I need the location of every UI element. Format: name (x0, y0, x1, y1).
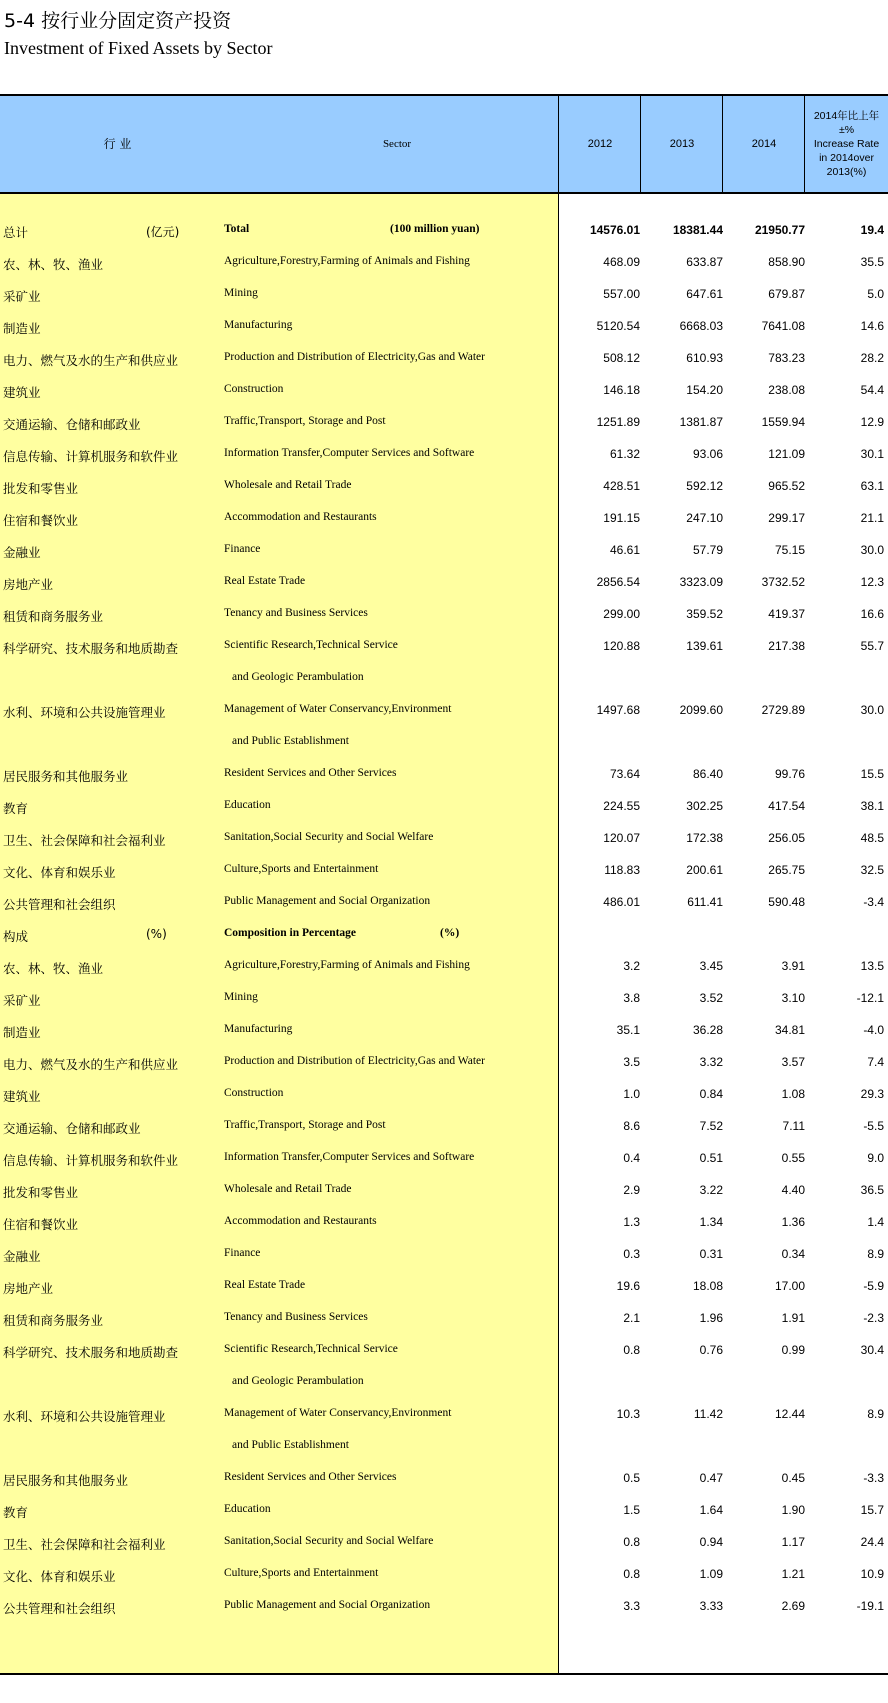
value-2013: 86.40 (692, 767, 723, 781)
value-2014: 590.48 (768, 895, 805, 909)
value-2014: 238.08 (768, 383, 805, 397)
value-2012: 508.12 (603, 351, 640, 365)
title-en: Investment of Fixed Assets by Sector (4, 38, 273, 58)
row-label-en: Wholesale and Retail Trade (224, 479, 352, 491)
table-row (0, 1016, 888, 1048)
value-rate: 1.4 (867, 1215, 884, 1229)
table-row (0, 1400, 888, 1451)
value-2012: 1.0 (623, 1087, 640, 1101)
value-rate: 14.6 (860, 319, 884, 333)
value-2012: 0.8 (623, 1535, 640, 1549)
table-row (0, 248, 888, 280)
value-2012: 19.6 (616, 1279, 640, 1293)
value-2012: 2.9 (623, 1183, 640, 1197)
row-label-zh: 教育 (3, 1505, 29, 1520)
value-rate: 16.6 (860, 607, 884, 621)
row-label-en: Agriculture,Forestry,Farming of Animals and Fishing (224, 255, 470, 267)
row-label-en: Agriculture,Forestry,Farming of Animals and Fishing (224, 959, 470, 971)
value-2012: 3.8 (623, 991, 640, 1005)
value-2014: 217.38 (768, 639, 805, 653)
table-row (0, 1592, 888, 1624)
row-label-zh: 住宿和餐饮业 (3, 513, 79, 528)
value-rate: 13.5 (860, 959, 884, 973)
value-rate: 5.0 (867, 287, 884, 301)
table-row (0, 600, 888, 632)
row-label-en: Scientific Research,Technical Service (224, 639, 398, 651)
row-label-zh: 信息传输、计算机服务和软件业 (3, 449, 179, 464)
table-header (0, 94, 888, 194)
value-2013: 3.52 (699, 991, 723, 1005)
row-label-en: Construction (224, 383, 284, 395)
value-2012: 5120.54 (596, 319, 640, 333)
value-2014: 75.15 (774, 543, 805, 557)
row-label-zh: 农、林、牧、渔业 (3, 961, 104, 976)
value-2013: 93.06 (692, 447, 723, 461)
value-2013: 611.41 (687, 895, 723, 909)
value-2014: 419.37 (768, 607, 805, 621)
value-2014: 858.90 (768, 255, 805, 269)
table-row (0, 696, 888, 747)
value-2012: 299.00 (603, 607, 640, 621)
table-row (0, 1080, 888, 1112)
value-2013: 11.42 (693, 1407, 723, 1421)
value-2013: 3.33 (699, 1599, 723, 1613)
column-divider (640, 94, 641, 194)
row-label-en: Composition in Percentage (224, 927, 357, 939)
value-rate: 38.1 (860, 799, 884, 813)
row-label-en: Information Transfer,Computer Services and Software (224, 1151, 475, 1163)
value-2013: 172.38 (686, 831, 723, 845)
column-divider (722, 94, 723, 194)
value-rate: 28.2 (860, 351, 884, 365)
row-label-en: Finance (224, 1247, 261, 1259)
value-2013: 3.45 (699, 959, 723, 973)
table-row (0, 792, 888, 824)
row-label-en: Public Management and Social Organization (224, 1599, 431, 1611)
value-rate: -4.0 (863, 1023, 884, 1037)
value-rate: -5.5 (863, 1119, 884, 1133)
row-label-en: Production and Distribution of Electricity,Gas and Water (224, 351, 485, 363)
value-rate: 12.9 (860, 415, 884, 429)
value-2014: 3.10 (781, 991, 805, 1005)
row-label-en: Total (224, 223, 250, 235)
value-2013: 302.25 (686, 799, 723, 813)
value-2014: 1.91 (781, 1311, 805, 1325)
value-2013: 592.12 (686, 479, 723, 493)
value-2013: 3.22 (699, 1183, 723, 1197)
value-rate: 21.1 (860, 511, 884, 525)
row-label-en: Finance (224, 543, 261, 555)
table-row (0, 376, 888, 408)
row-label-en: Traffic,Transport, Storage and Post (224, 1119, 386, 1131)
value-2012: 468.09 (603, 255, 640, 269)
table-row (0, 536, 888, 568)
row-label-zh: 科学研究、技术服务和地质勘查 (3, 1345, 179, 1360)
value-2014: 7641.08 (761, 319, 805, 333)
value-rate: 15.7 (860, 1503, 884, 1517)
value-rate: 30.0 (860, 543, 884, 557)
value-rate: 63.1 (860, 479, 884, 493)
value-2013: 2099.60 (679, 703, 723, 717)
value-2012: 1.5 (623, 1503, 640, 1517)
table-row (0, 632, 888, 683)
row-label-en: Mining (224, 991, 258, 1003)
value-2012: 35.1 (616, 1023, 640, 1037)
value-2013: 18.08 (692, 1279, 723, 1293)
row-label-zh: 房地产业 (3, 1281, 54, 1296)
row-label-en: Information Transfer,Computer Services and Software (224, 447, 475, 459)
value-2014: 256.05 (768, 831, 805, 845)
value-2012: 73.64 (609, 767, 640, 781)
row-label-en-continued: and Public Establishment (232, 1439, 349, 1451)
value-2012: 3.2 (623, 959, 640, 973)
value-2013: 0.51 (699, 1151, 723, 1165)
row-label-en: Tenancy and Business Services (224, 1311, 368, 1323)
row-label-zh: 金融业 (3, 545, 41, 560)
value-2014: 1.21 (781, 1567, 805, 1581)
row-unit-zh: (亿元) (146, 225, 180, 239)
row-label-en: Tenancy and Business Services (224, 607, 368, 619)
value-2013: 200.61 (686, 863, 723, 877)
value-2014: 2729.89 (761, 703, 805, 717)
row-label-en: Culture,Sports and Entertainment (224, 863, 379, 875)
column-divider (804, 94, 805, 194)
value-2012: 2.1 (623, 1311, 640, 1325)
row-label-zh: 文化、体育和娱乐业 (3, 1569, 116, 1584)
value-2013: 1.96 (699, 1311, 723, 1325)
value-2014: 3.57 (781, 1055, 805, 1069)
value-2014: 7.11 (782, 1119, 805, 1133)
header-2014: 2014 (751, 138, 777, 150)
table-row (0, 1464, 888, 1496)
row-label-zh: 制造业 (3, 1025, 41, 1040)
row-label-en: Real Estate Trade (224, 575, 306, 587)
row-unit-en: (%) (440, 927, 460, 939)
title-zh: 5-4 按行业分固定资产投资 (4, 10, 232, 32)
value-2013: 3.32 (699, 1055, 723, 1069)
value-2013: 154.20 (686, 383, 723, 397)
table-row (0, 568, 888, 600)
value-rate: -2.3 (863, 1311, 884, 1325)
value-2013: 18381.44 (672, 223, 723, 237)
value-2014: 12.44 (774, 1407, 805, 1421)
row-label-zh: 总计 (3, 225, 29, 240)
value-2013: 0.84 (699, 1087, 723, 1101)
row-label-en: Management of Water Conservancy,Environment (224, 703, 452, 715)
value-2014: 0.99 (781, 1343, 805, 1357)
value-2012: 1497.68 (596, 703, 640, 717)
row-label-en: Education (224, 1503, 271, 1515)
value-2014: 1.08 (781, 1087, 805, 1101)
table-row (0, 472, 888, 504)
value-2013: 0.76 (699, 1343, 723, 1357)
table-row (0, 1496, 888, 1528)
value-2014: 417.54 (768, 799, 805, 813)
row-label-zh: 住宿和餐饮业 (3, 1217, 79, 1232)
row-label-en: Manufacturing (224, 319, 293, 331)
value-2012: 0.5 (623, 1471, 640, 1485)
row-label-en: Construction (224, 1087, 284, 1099)
table-row (0, 440, 888, 472)
value-2014: 1.36 (781, 1215, 805, 1229)
value-rate: 35.5 (860, 255, 884, 269)
row-label-en: Resident Services and Other Services (224, 767, 397, 779)
value-rate: 19.4 (860, 223, 884, 237)
value-2013: 6668.03 (679, 319, 723, 333)
row-label-zh: 电力、燃气及水的生产和供应业 (3, 353, 179, 368)
row-label-en: Real Estate Trade (224, 1279, 306, 1291)
value-rate: 30.0 (860, 703, 884, 717)
row-label-en: Wholesale and Retail Trade (224, 1183, 352, 1195)
row-unit-zh: (%) (146, 927, 167, 941)
row-label-en: Accommodation and Restaurants (224, 511, 377, 523)
value-rate: -3.4 (863, 895, 884, 909)
value-2013: 139.61 (686, 639, 723, 653)
row-label-en: Sanitation,Social Security and Social Welfare (224, 831, 434, 843)
row-label-en: Manufacturing (224, 1023, 293, 1035)
value-2012: 0.3 (623, 1247, 640, 1261)
row-label-zh: 卫生、社会保障和社会福利业 (3, 833, 166, 848)
row-label-zh: 建筑业 (3, 385, 41, 400)
value-2012: 146.18 (603, 383, 640, 397)
value-2013: 3323.09 (679, 575, 723, 589)
value-2012: 8.6 (623, 1119, 640, 1133)
row-label-en: Resident Services and Other Services (224, 1471, 397, 1483)
row-label-zh: 金融业 (3, 1249, 41, 1264)
value-2013: 57.79 (692, 543, 723, 557)
row-label-zh: 构成 (3, 929, 29, 944)
row-label-en: Management of Water Conservancy,Environment (224, 1407, 452, 1419)
row-label-zh: 租赁和商务服务业 (3, 609, 104, 624)
table-row (0, 504, 888, 536)
value-rate: 8.9 (867, 1407, 884, 1421)
row-label-zh: 居民服务和其他服务业 (3, 769, 129, 784)
value-2014: 783.23 (768, 351, 805, 365)
row-label-zh: 交通运输、仓储和邮政业 (3, 417, 141, 432)
table-row (0, 824, 888, 856)
table-row (0, 1272, 888, 1304)
value-rate: 9.0 (867, 1151, 884, 1165)
table-row-total (0, 216, 888, 248)
value-2014: 3732.52 (761, 575, 805, 589)
value-2013: 0.31 (699, 1247, 723, 1261)
value-2012: 118.83 (604, 863, 640, 877)
table-row (0, 344, 888, 376)
row-label-en-continued: and Geologic Perambulation (232, 1375, 364, 1387)
value-2012: 3.5 (623, 1055, 640, 1069)
table-row (0, 1336, 888, 1387)
value-2012: 224.55 (603, 799, 640, 813)
value-rate: 10.9 (860, 1567, 884, 1581)
row-label-zh: 卫生、社会保障和社会福利业 (3, 1537, 166, 1552)
value-2013: 1.34 (699, 1215, 723, 1229)
row-label-zh: 教育 (3, 801, 29, 816)
value-2013: 1.64 (699, 1503, 723, 1517)
row-label-en: Culture,Sports and Entertainment (224, 1567, 379, 1579)
value-rate: 48.5 (860, 831, 884, 845)
value-2012: 14576.01 (589, 223, 640, 237)
value-2014: 21950.77 (754, 223, 805, 237)
value-2013: 36.28 (692, 1023, 723, 1037)
value-2014: 99.76 (774, 767, 805, 781)
value-2014: 299.17 (768, 511, 805, 525)
header-sector-zh: 行 业 (103, 137, 132, 151)
value-2012: 120.07 (603, 831, 640, 845)
value-2013: 7.52 (699, 1119, 723, 1133)
value-2012: 1.3 (623, 1215, 640, 1229)
value-2012: 46.61 (609, 543, 640, 557)
table-row (0, 856, 888, 888)
value-rate: 15.5 (860, 767, 884, 781)
row-label-zh: 批发和零售业 (3, 1185, 79, 1200)
value-2012: 191.15 (603, 511, 640, 525)
value-2014: 3.91 (781, 959, 805, 973)
header-increase-rate: 2014年比上年±% Increase Rate in 2014over 2013(%) (813, 110, 880, 178)
value-rate: 12.3 (860, 575, 884, 589)
row-label-en: Production and Distribution of Electricity,Gas and Water (224, 1055, 485, 1067)
table-row (0, 984, 888, 1016)
row-label-zh: 采矿业 (3, 289, 41, 304)
value-rate: 36.5 (860, 1183, 884, 1197)
value-2014: 1559.94 (761, 415, 805, 429)
row-label-zh: 水利、环境和公共设施管理业 (3, 705, 166, 720)
table-row (0, 1048, 888, 1080)
value-rate: 7.4 (867, 1055, 884, 1069)
table-row (0, 952, 888, 984)
value-rate: 55.7 (860, 639, 884, 653)
value-2013: 610.93 (686, 351, 723, 365)
value-rate: -12.1 (856, 991, 884, 1005)
table-row (0, 1528, 888, 1560)
row-label-zh: 房地产业 (3, 577, 54, 592)
table-row (0, 1560, 888, 1592)
value-2013: 0.47 (699, 1471, 723, 1485)
header-2013: 2013 (669, 138, 695, 150)
value-rate: -3.3 (863, 1471, 884, 1485)
table-row-composition-header (0, 920, 888, 952)
row-label-zh: 建筑业 (3, 1089, 41, 1104)
row-label-zh: 电力、燃气及水的生产和供应业 (3, 1057, 179, 1072)
value-2012: 428.51 (603, 479, 640, 493)
table-bottom-border (0, 1673, 888, 1675)
value-rate: 30.4 (860, 1343, 884, 1357)
sector-investment-table (0, 94, 888, 1681)
value-2012: 3.3 (623, 1599, 640, 1613)
row-label-zh: 居民服务和其他服务业 (3, 1473, 129, 1488)
row-label-en: Public Management and Social Organization (224, 895, 431, 907)
table-row (0, 760, 888, 792)
table-row (0, 1240, 888, 1272)
row-label-zh: 批发和零售业 (3, 481, 79, 496)
row-label-en: Sanitation,Social Security and Social Welfare (224, 1535, 434, 1547)
row-label-zh: 交通运输、仓储和邮政业 (3, 1121, 141, 1136)
header-sector-en: Sector (382, 138, 412, 150)
value-2012: 486.01 (603, 895, 640, 909)
row-label-zh: 文化、体育和娱乐业 (3, 865, 116, 880)
table-row (0, 1112, 888, 1144)
row-label-en: Accommodation and Restaurants (224, 1215, 377, 1227)
header-2012: 2012 (587, 138, 613, 150)
value-2014: 965.52 (768, 479, 805, 493)
value-2014: 265.75 (768, 863, 805, 877)
value-2013: 633.87 (686, 255, 723, 269)
value-rate: 30.1 (860, 447, 884, 461)
value-rate: 54.4 (860, 383, 884, 397)
value-2013: 1.09 (699, 1567, 723, 1581)
row-label-en: Mining (224, 287, 258, 299)
value-rate: -5.9 (863, 1279, 884, 1293)
row-label-en: Education (224, 799, 271, 811)
value-2012: 2856.54 (596, 575, 640, 589)
table-row (0, 408, 888, 440)
row-label-en: Traffic,Transport, Storage and Post (224, 415, 386, 427)
value-2014: 1.90 (781, 1503, 805, 1517)
row-label-zh: 制造业 (3, 321, 41, 336)
value-2012: 1251.89 (596, 415, 640, 429)
value-2014: 0.34 (781, 1247, 805, 1261)
row-label-zh: 公共管理和社会组织 (3, 1601, 116, 1616)
value-2012: 61.32 (609, 447, 640, 461)
value-2013: 359.52 (686, 607, 723, 621)
table-row (0, 312, 888, 344)
value-2012: 0.8 (623, 1343, 640, 1357)
value-2014: 679.87 (768, 287, 805, 301)
value-2012: 557.00 (603, 287, 640, 301)
value-2012: 10.3 (616, 1407, 640, 1421)
row-label-zh: 信息传输、计算机服务和软件业 (3, 1153, 179, 1168)
value-2013: 247.10 (686, 511, 723, 525)
row-label-zh: 租赁和商务服务业 (3, 1313, 104, 1328)
row-label-zh: 科学研究、技术服务和地质勘查 (3, 641, 179, 656)
value-2012: 120.88 (603, 639, 640, 653)
value-2014: 2.69 (781, 1599, 805, 1613)
table-row (0, 888, 888, 920)
value-2014: 34.81 (774, 1023, 805, 1037)
value-rate: 24.4 (860, 1535, 884, 1549)
value-2012: 0.4 (623, 1151, 640, 1165)
table-row (0, 1208, 888, 1240)
row-label-zh: 公共管理和社会组织 (3, 897, 116, 912)
row-label-en: Scientific Research,Technical Service (224, 1343, 398, 1355)
table-row (0, 1304, 888, 1336)
row-unit-en: (100 million yuan) (390, 223, 480, 235)
table-row (0, 1176, 888, 1208)
value-2013: 1381.87 (679, 415, 723, 429)
value-2014: 1.17 (781, 1535, 805, 1549)
row-label-zh: 水利、环境和公共设施管理业 (3, 1409, 166, 1424)
row-label-zh: 农、林、牧、渔业 (3, 257, 104, 272)
value-rate: 29.3 (860, 1087, 884, 1101)
value-2013: 0.94 (699, 1535, 723, 1549)
value-2014: 17.00 (774, 1279, 805, 1293)
table-row (0, 1144, 888, 1176)
value-rate: 32.5 (860, 863, 884, 877)
table-row (0, 280, 888, 312)
value-2014: 0.55 (781, 1151, 805, 1165)
row-label-en-continued: and Public Establishment (232, 735, 349, 747)
row-label-en-continued: and Geologic Perambulation (232, 671, 364, 683)
value-rate: 8.9 (867, 1247, 884, 1261)
row-label-zh: 采矿业 (3, 993, 41, 1008)
value-2014: 4.40 (781, 1183, 805, 1197)
value-2014: 121.09 (768, 447, 805, 461)
value-rate: -19.1 (856, 1599, 884, 1613)
value-2014: 0.45 (781, 1471, 805, 1485)
value-2012: 0.8 (623, 1567, 640, 1581)
value-2013: 647.61 (686, 287, 723, 301)
